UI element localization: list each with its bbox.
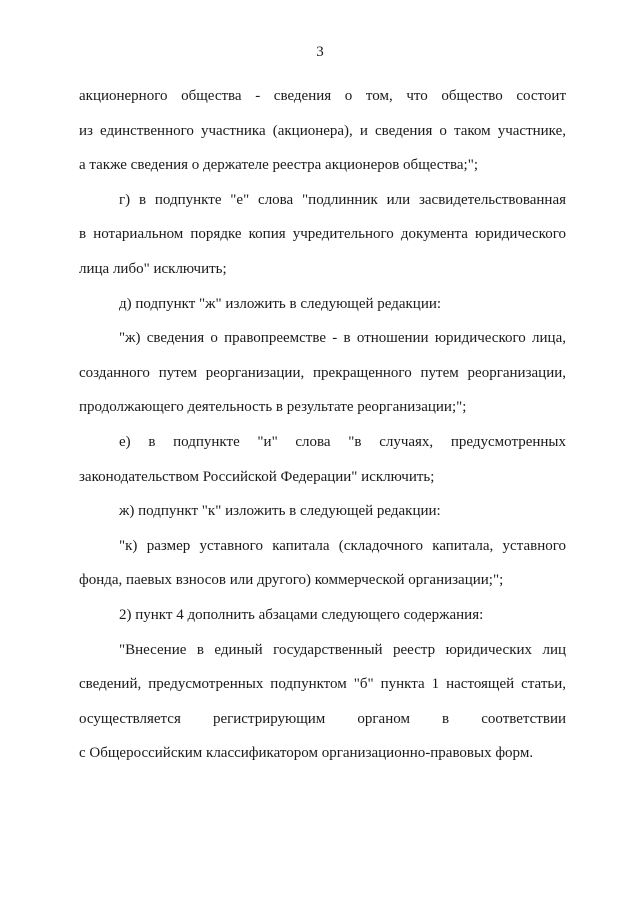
- text-line: "к) размер уставного капитала (складочного капитала, уставного: [119, 537, 566, 554]
- paragraph-p2: [79, 183, 566, 287]
- paragraph-p4: [79, 321, 566, 425]
- text-line: акционерного общества - сведения о том, что общество состоит: [79, 88, 566, 104]
- paragraph-p7: [79, 529, 566, 598]
- paragraph-p6: [79, 494, 566, 529]
- text-line: "ж) сведения о правопреемстве - в отношении юридического лица,: [119, 330, 566, 347]
- text-line: 2) пункт 4 дополнить абзацами следующего содержания:: [119, 606, 484, 623]
- text-line: "Внесение в единый государственный реестр юридических лиц: [119, 641, 566, 658]
- text-line: а также сведения о держателе реестра акционеров общества;";: [79, 157, 478, 174]
- text-line: с Общероссийским классификатором организационно-правовых форм.: [79, 745, 534, 762]
- text-line: лица либо" исключить;: [79, 260, 227, 277]
- text-line: фонда, паевых взносов или другого) коммерческой организации;";: [79, 572, 504, 589]
- text-line: осуществляется регистрирующим органом в соответствии: [79, 710, 566, 727]
- paragraph-p3: [79, 287, 566, 322]
- text-line: продолжающего деятельность в результате реорганизации;";: [79, 399, 467, 416]
- text-line: из единственного участника (акционера), и сведения о таком участнике,: [79, 122, 566, 139]
- paragraph-p5: [79, 425, 566, 494]
- paragraph-p9: [79, 633, 566, 771]
- text-line: созданного путем реорганизации, прекращенного путем реорганизации,: [79, 364, 566, 381]
- paragraph-p1: [79, 79, 566, 183]
- text-line: сведений, предусмотренных подпунктом "б" пункта 1 настоящей статьи,: [79, 676, 566, 693]
- text-line: в нотариальном порядке копия учредительного документа юридического: [79, 226, 566, 243]
- document-body: [79, 79, 566, 771]
- text-line: д) подпункт "ж" изложить в следующей редакции:: [119, 295, 442, 312]
- text-line: ж) подпункт "к" изложить в следующей редакции:: [119, 503, 441, 520]
- text-line: е) в подпункте "и" слова "в случаях, предусмотренных: [119, 433, 566, 450]
- text-line: г) в подпункте "е" слова "подлинник или засвидетельствованная: [119, 191, 566, 208]
- page-number: 3: [316, 44, 324, 60]
- text-line: законодательством Российской Федерации" исключить;: [79, 468, 435, 485]
- paragraph-p8: [79, 598, 566, 633]
